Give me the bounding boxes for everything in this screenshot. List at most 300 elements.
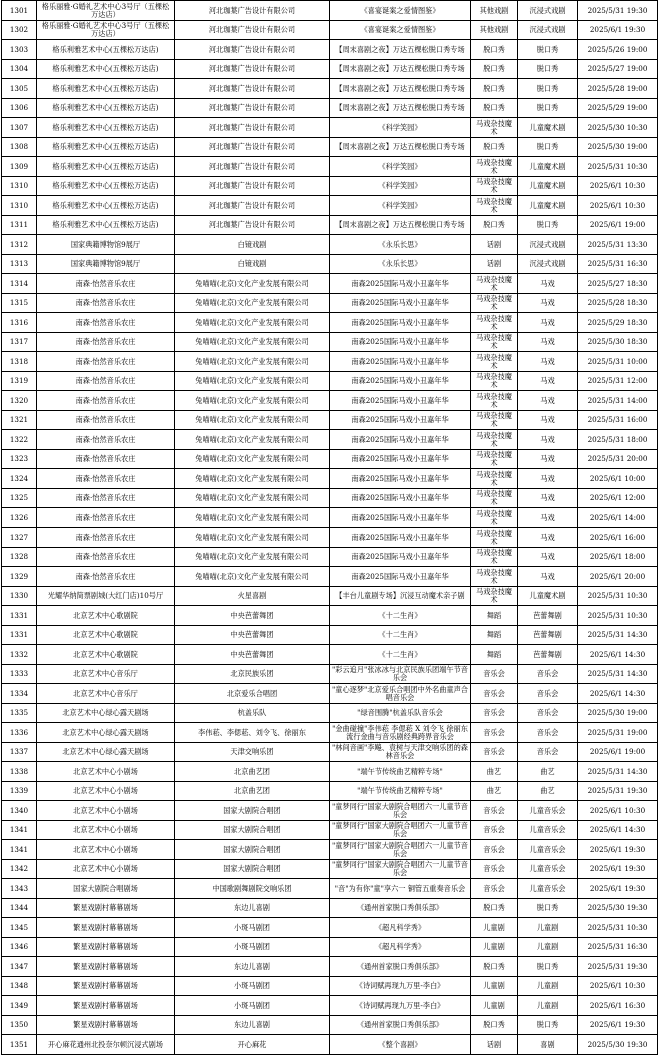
program-title-cell: 南森2025国际马戏小丑嘉年华 (330, 391, 471, 411)
row-number-cell: 1320 (2, 391, 37, 411)
row-number-cell: 1302 (2, 21, 37, 40)
category-cell: 音乐会 (471, 743, 518, 762)
venue-cell: 北京艺术中心绿心露天剧场 (37, 723, 175, 743)
program-title-cell: 南森2025国际马戏小丑嘉年华 (330, 567, 471, 587)
venue-cell: 南森·怡然音乐农庄 (37, 489, 175, 508)
subcategory-cell: 马戏 (518, 489, 578, 508)
table-row (2, 21, 658, 40)
program-title-cell: 《十二生肖》 (330, 645, 471, 665)
venue-cell: 繁星戏剧村幕幕剧场 (37, 977, 175, 996)
organizer-cell: 河北珈葉广告设计有限公司 (175, 177, 330, 196)
program-title-cell: "童心逐梦"北京爱乐合唱团中外名曲童声合唱音乐会 (330, 684, 471, 704)
program-title-cell: 《科学笑园》 (330, 177, 471, 196)
row-number-cell: 1326 (2, 508, 37, 528)
subcategory-cell: 马戏 (518, 391, 578, 411)
table-row (2, 177, 658, 196)
venue-cell: 格乐利雅艺术中心(五棵松万达店) (37, 79, 175, 99)
organizer-cell: 小斑马剧团 (175, 938, 330, 957)
program-title-cell: 南森2025国际马戏小丑嘉年华 (330, 333, 471, 352)
venue-cell: 格乐利雅艺术中心(五棵松万达店) (37, 177, 175, 196)
subcategory-cell: 儿童音乐会 (518, 840, 578, 860)
table-row (2, 606, 658, 626)
organizer-cell: 兔喵喵(北京)文化产业发展有限公司 (175, 313, 330, 333)
row-number-cell: 1338 (2, 762, 37, 782)
category-cell: 马戏杂技魔术 (471, 313, 518, 333)
organizer-cell: 白镜戏剧 (175, 255, 330, 274)
table-row (2, 450, 658, 469)
subcategory-cell: 儿童魔术剧 (518, 587, 578, 606)
category-cell: 脱口秀 (471, 60, 518, 79)
organizer-cell: 国家大剧院合唱团 (175, 840, 330, 860)
row-number-cell: 1324 (2, 469, 37, 489)
venue-cell: 北京艺术中心绿心露天剧场 (37, 743, 175, 762)
organizer-cell: 兔喵喵(北京)文化产业发展有限公司 (175, 430, 330, 450)
organizer-cell: 国家大剧院合唱团 (175, 860, 330, 879)
venue-cell: 北京艺术中心歌剧院 (37, 645, 175, 665)
table-row (2, 196, 658, 216)
row-number-cell: 1328 (2, 548, 37, 567)
datetime-cell: 2025/6/1 14:30 (578, 821, 658, 840)
category-cell: 脱口秀 (471, 957, 518, 977)
subcategory-cell: 马戏 (518, 274, 578, 294)
category-cell: 马戏杂技魔术 (471, 196, 518, 216)
organizer-cell: 北京民族乐团 (175, 665, 330, 684)
datetime-cell: 2025/6/1 16:00 (578, 528, 658, 548)
datetime-cell: 2025/5/29 19:00 (578, 99, 658, 118)
table-row (2, 274, 658, 294)
program-title-cell: 《超凡科学秀》 (330, 918, 471, 938)
category-cell: 脱口秀 (471, 1016, 518, 1035)
subcategory-cell: 马戏 (518, 294, 578, 313)
datetime-cell: 2025/6/1 19:30 (578, 21, 658, 40)
table-row (2, 1, 658, 21)
organizer-cell: 兔喵喵(北京)文化产业发展有限公司 (175, 469, 330, 489)
subcategory-cell: 音乐会 (518, 723, 578, 743)
datetime-cell: 2025/5/31 14:30 (578, 626, 658, 645)
table-row (2, 411, 658, 430)
row-number-cell: 1336 (2, 723, 37, 743)
subcategory-cell: 马戏 (518, 352, 578, 372)
organizer-cell: 河北珈葉广告设计有限公司 (175, 79, 330, 99)
category-cell: 儿童剧 (471, 938, 518, 957)
row-number-cell: 1347 (2, 957, 37, 977)
category-cell: 话剧 (471, 1035, 518, 1055)
venue-cell: 南森·怡然音乐农庄 (37, 372, 175, 391)
table-row (2, 1035, 658, 1055)
organizer-cell: 河北珈葉广告设计有限公司 (175, 1, 330, 21)
organizer-cell: 中国歌剧舞剧院交响乐团 (175, 879, 330, 899)
organizer-cell: 兔喵喵(北京)文化产业发展有限公司 (175, 567, 330, 587)
table-row (2, 840, 658, 860)
venue-cell: 南森·怡然音乐农庄 (37, 391, 175, 411)
row-number-cell: 1335 (2, 704, 37, 723)
category-cell: 儿童剧 (471, 996, 518, 1016)
program-title-cell: 《喜宴诞案之爱情图鉴》 (330, 1, 471, 21)
table-row (2, 372, 658, 391)
program-title-cell: 南森2025国际马戏小丑嘉年华 (330, 508, 471, 528)
table-row (2, 957, 658, 977)
datetime-cell: 2025/6/1 19:00 (578, 743, 658, 762)
organizer-cell: 兔喵喵(北京)文化产业发展有限公司 (175, 391, 330, 411)
program-title-cell: 南森2025国际马戏小丑嘉年华 (330, 548, 471, 567)
datetime-cell: 2025/6/1 19:00 (578, 216, 658, 235)
datetime-cell: 2025/5/26 19:00 (578, 40, 658, 60)
venue-cell: 繁星戏剧村幕幕剧场 (37, 938, 175, 957)
performance-table (1, 0, 658, 1055)
organizer-cell: 开心麻花 (175, 1035, 330, 1055)
datetime-cell: 2025/5/30 19:00 (578, 704, 658, 723)
table-row (2, 567, 658, 587)
datetime-cell: 2025/6/1 14:00 (578, 508, 658, 528)
program-title-cell: "童梦同行"国家大剧院合唱团六一儿童节音乐会 (330, 860, 471, 879)
category-cell: 脱口秀 (471, 899, 518, 918)
table-row (2, 391, 658, 411)
subcategory-cell: 马戏 (518, 411, 578, 430)
row-number-cell: 1331 (2, 606, 37, 626)
row-number-cell: 1314 (2, 274, 37, 294)
datetime-cell: 2025/5/31 14:00 (578, 391, 658, 411)
venue-cell: 格乐利雅艺术中心(五棵松万达店) (37, 60, 175, 79)
venue-cell: 繁星戏剧村幕幕剧场 (37, 957, 175, 977)
datetime-cell: 2025/6/1 14:30 (578, 684, 658, 704)
program-title-cell: 【周末喜剧之夜】万达五棵松脱口秀专场 (330, 138, 471, 157)
datetime-cell: 2025/6/1 10:30 (578, 177, 658, 196)
table-row (2, 587, 658, 606)
category-cell: 脱口秀 (471, 216, 518, 235)
program-title-cell: 《永乐长思》 (330, 255, 471, 274)
datetime-cell: 2025/6/1 19:30 (578, 879, 658, 899)
organizer-cell: 东边儿喜剧 (175, 1016, 330, 1035)
table-row (2, 782, 658, 801)
table-row (2, 1016, 658, 1035)
table-row (2, 313, 658, 333)
program-title-cell: 南森2025国际马戏小丑嘉年华 (330, 352, 471, 372)
category-cell: 舞蹈 (471, 626, 518, 645)
organizer-cell: 北京爱乐合唱团 (175, 684, 330, 704)
table-row (2, 138, 658, 157)
category-cell: 马戏杂技魔术 (471, 411, 518, 430)
datetime-cell: 2025/6/1 19:30 (578, 1016, 658, 1035)
row-number-cell: 1346 (2, 938, 37, 957)
subcategory-cell: 儿童音乐会 (518, 821, 578, 840)
category-cell: 儿童剧 (471, 918, 518, 938)
subcategory-cell: 儿童音乐会 (518, 801, 578, 821)
row-number-cell: 1301 (2, 1, 37, 21)
organizer-cell: 北京曲艺团 (175, 762, 330, 782)
row-number-cell: 1303 (2, 40, 37, 60)
category-cell: 马戏杂技魔术 (471, 274, 518, 294)
program-title-cell: "端午节传统曲艺精粹专场" (330, 762, 471, 782)
organizer-cell: 国家大剧院合唱团 (175, 821, 330, 840)
subcategory-cell: 儿童剧 (518, 977, 578, 996)
row-number-cell: 1304 (2, 60, 37, 79)
venue-cell: 格乐利雅艺术中心(五棵松万达店) (37, 138, 175, 157)
table-row (2, 469, 658, 489)
datetime-cell: 2025/5/31 16:00 (578, 411, 658, 430)
category-cell: 马戏杂技魔术 (471, 352, 518, 372)
row-number-cell: 1349 (2, 996, 37, 1016)
table-row (2, 255, 658, 274)
category-cell: 其他戏剧 (471, 21, 518, 40)
organizer-cell: 河北珈葉广告设计有限公司 (175, 157, 330, 177)
venue-cell: 格乐利雅艺术中心(五棵松万达店) (37, 99, 175, 118)
organizer-cell: 河北珈葉广告设计有限公司 (175, 118, 330, 138)
venue-cell: 繁星戏剧村幕幕剧场 (37, 918, 175, 938)
category-cell: 马戏杂技魔术 (471, 177, 518, 196)
datetime-cell: 2025/5/31 12:00 (578, 372, 658, 391)
organizer-cell: 兔喵喵(北京)文化产业发展有限公司 (175, 333, 330, 352)
venue-cell: 格乐利雅艺术中心(五棵松万达店) (37, 118, 175, 138)
organizer-cell: 河北珈葉广告设计有限公司 (175, 196, 330, 216)
subcategory-cell: 脱口秀 (518, 216, 578, 235)
datetime-cell: 2025/6/1 12:00 (578, 489, 658, 508)
table-row (2, 294, 658, 313)
datetime-cell: 2025/5/27 18:30 (578, 274, 658, 294)
datetime-cell: 2025/5/30 19:30 (578, 1035, 658, 1055)
program-title-cell: 南森2025国际马戏小丑嘉年华 (330, 469, 471, 489)
organizer-cell: 河北珈葉广告设计有限公司 (175, 21, 330, 40)
venue-cell: 繁星戏剧村幕幕剧场 (37, 996, 175, 1016)
table-row (2, 723, 658, 743)
subcategory-cell: 儿童魔术剧 (518, 196, 578, 216)
category-cell: 马戏杂技魔术 (471, 508, 518, 528)
row-number-cell: 1312 (2, 235, 37, 255)
program-title-cell: 《整个喜剧》 (330, 1035, 471, 1055)
program-title-cell: 【周末喜剧之夜】万达五棵松脱口秀专场 (330, 40, 471, 60)
subcategory-cell: 音乐会 (518, 684, 578, 704)
organizer-cell: 东边儿喜剧 (175, 957, 330, 977)
row-number-cell: 1341 (2, 840, 37, 860)
category-cell: 马戏杂技魔术 (471, 450, 518, 469)
subcategory-cell: 脱口秀 (518, 138, 578, 157)
row-number-cell: 1306 (2, 99, 37, 118)
venue-cell: 北京艺术中心小剧场 (37, 801, 175, 821)
subcategory-cell: 马戏 (518, 313, 578, 333)
venue-cell: 繁星戏剧村幕幕剧场 (37, 899, 175, 918)
venue-cell: 格乐利雅艺术中心(五棵松万达店) (37, 40, 175, 60)
program-title-cell: "绿音围腾"杭盖乐队音乐会 (330, 704, 471, 723)
subcategory-cell: 马戏 (518, 333, 578, 352)
category-cell: 曲艺 (471, 782, 518, 801)
subcategory-cell: 脱口秀 (518, 99, 578, 118)
organizer-cell: 兔喵喵(北京)文化产业发展有限公司 (175, 450, 330, 469)
datetime-cell: 2025/5/31 19:30 (578, 782, 658, 801)
organizer-cell: 中央芭蕾舞团 (175, 645, 330, 665)
row-number-cell: 1337 (2, 743, 37, 762)
subcategory-cell: 沉浸式戏剧 (518, 21, 578, 40)
row-number-cell: 1332 (2, 645, 37, 665)
category-cell: 马戏杂技魔术 (471, 587, 518, 606)
category-cell: 音乐会 (471, 801, 518, 821)
table-row (2, 489, 658, 508)
organizer-cell: 兔喵喵(北京)文化产业发展有限公司 (175, 548, 330, 567)
organizer-cell: 白镜戏剧 (175, 235, 330, 255)
row-number-cell: 1310 (2, 196, 37, 216)
table-row (2, 60, 658, 79)
subcategory-cell: 儿童音乐会 (518, 879, 578, 899)
datetime-cell: 2025/5/30 10:30 (578, 118, 658, 138)
subcategory-cell: 脱口秀 (518, 60, 578, 79)
program-title-cell: 《通州首家脱口秀俱乐部》 (330, 1016, 471, 1035)
category-cell: 马戏杂技魔术 (471, 118, 518, 138)
row-number-cell: 1321 (2, 411, 37, 430)
row-number-cell: 1322 (2, 430, 37, 450)
datetime-cell: 2025/5/28 19:00 (578, 79, 658, 99)
datetime-cell: 2025/6/1 19:30 (578, 860, 658, 879)
category-cell: 话剧 (471, 255, 518, 274)
datetime-cell: 2025/5/30 18:30 (578, 333, 658, 352)
organizer-cell: 小斑马剧团 (175, 918, 330, 938)
venue-cell: 南森·怡然音乐农庄 (37, 333, 175, 352)
subcategory-cell: 儿童音乐会 (518, 860, 578, 879)
row-number-cell: 1325 (2, 489, 37, 508)
datetime-cell: 2025/5/31 10:30 (578, 157, 658, 177)
row-number-cell: 1342 (2, 860, 37, 879)
category-cell: 马戏杂技魔术 (471, 157, 518, 177)
table-row (2, 352, 658, 372)
table-row (2, 626, 658, 645)
datetime-cell: 2025/5/31 14:30 (578, 762, 658, 782)
subcategory-cell: 音乐会 (518, 743, 578, 762)
table-row (2, 879, 658, 899)
table-row (2, 548, 658, 567)
program-title-cell: 《诗词赋再现九万里-李白》 (330, 977, 471, 996)
program-title-cell: 南森2025国际马戏小丑嘉年华 (330, 528, 471, 548)
row-number-cell: 1333 (2, 665, 37, 684)
subcategory-cell: 儿童魔术剧 (518, 157, 578, 177)
venue-cell: 南森·怡然音乐农庄 (37, 508, 175, 528)
datetime-cell: 2025/6/1 20:00 (578, 567, 658, 587)
program-title-cell: 《科学笑园》 (330, 157, 471, 177)
datetime-cell: 2025/6/1 14:30 (578, 645, 658, 665)
datetime-cell: 2025/6/1 10:00 (578, 469, 658, 489)
venue-cell: 北京艺术中心音乐厅 (37, 684, 175, 704)
table-row (2, 665, 658, 684)
row-number-cell: 1343 (2, 879, 37, 899)
datetime-cell: 2025/5/31 10:00 (578, 352, 658, 372)
table-row (2, 899, 658, 918)
organizer-cell: 兔喵喵(北京)文化产业发展有限公司 (175, 274, 330, 294)
organizer-cell: 中央芭蕾舞团 (175, 606, 330, 626)
datetime-cell: 2025/5/31 19:30 (578, 1, 658, 21)
venue-cell: 北京艺术中心绿心露天剧场 (37, 704, 175, 723)
category-cell: 其他戏剧 (471, 1, 518, 21)
venue-cell: 北京艺术中心歌剧院 (37, 606, 175, 626)
row-number-cell: 1313 (2, 255, 37, 274)
organizer-cell: 兔喵喵(北京)文化产业发展有限公司 (175, 489, 330, 508)
category-cell: 儿童剧 (471, 977, 518, 996)
table-row (2, 762, 658, 782)
table-row (2, 743, 658, 762)
organizer-cell: 小斑马剧团 (175, 996, 330, 1016)
row-number-cell: 1327 (2, 528, 37, 548)
subcategory-cell: 音乐会 (518, 665, 578, 684)
subcategory-cell: 脱口秀 (518, 957, 578, 977)
subcategory-cell: 马戏 (518, 430, 578, 450)
subcategory-cell: 儿童魔术剧 (518, 177, 578, 196)
subcategory-cell: 马戏 (518, 372, 578, 391)
row-number-cell: 1317 (2, 333, 37, 352)
category-cell: 曲艺 (471, 762, 518, 782)
program-title-cell: 《通州首家脱口秀俱乐部》 (330, 957, 471, 977)
subcategory-cell: 儿童剧 (518, 918, 578, 938)
row-number-cell: 1341 (2, 821, 37, 840)
table-row (2, 508, 658, 528)
venue-cell: 格乐利雅艺术中心(五棵松万达店) (37, 196, 175, 216)
datetime-cell: 2025/5/31 16:30 (578, 938, 658, 957)
category-cell: 音乐会 (471, 840, 518, 860)
category-cell: 马戏杂技魔术 (471, 548, 518, 567)
table-row (2, 938, 658, 957)
datetime-cell: 2025/5/31 13:30 (578, 235, 658, 255)
organizer-cell: 杭盖乐队 (175, 704, 330, 723)
category-cell: 音乐会 (471, 723, 518, 743)
subcategory-cell: 脱口秀 (518, 79, 578, 99)
program-title-cell: 《科学笑园》 (330, 118, 471, 138)
program-title-cell: "彩云追月"张冰冰与北京民族乐团端午节音乐会 (330, 665, 471, 684)
table-row (2, 430, 658, 450)
datetime-cell: 2025/5/31 10:30 (578, 587, 658, 606)
datetime-cell: 2025/5/31 10:30 (578, 606, 658, 626)
venue-cell: 北京艺术中心音乐厅 (37, 665, 175, 684)
program-title-cell: 南森2025国际马戏小丑嘉年华 (330, 450, 471, 469)
organizer-cell: 天津交响乐团 (175, 743, 330, 762)
table-row (2, 79, 658, 99)
category-cell: 脱口秀 (471, 40, 518, 60)
table-row (2, 528, 658, 548)
program-title-cell: "童梦同行"国家大剧院合唱团六一儿童节音乐会 (330, 821, 471, 840)
venue-cell: 南森·怡然音乐农庄 (37, 469, 175, 489)
datetime-cell: 2025/5/31 18:00 (578, 430, 658, 450)
program-title-cell: 《通州首家脱口秀俱乐部》 (330, 899, 471, 918)
program-title-cell: 南森2025国际马戏小丑嘉年华 (330, 489, 471, 508)
program-title-cell: 【周末喜剧之夜】万达五棵松脱口秀专场 (330, 216, 471, 235)
venue-cell: 格乐丽雅·G婚礼艺术中心3号厅（五棵松万达店） (37, 1, 175, 21)
program-title-cell: 南森2025国际马戏小丑嘉年华 (330, 411, 471, 430)
datetime-cell: 2025/5/31 19:30 (578, 957, 658, 977)
subcategory-cell: 儿童剧 (518, 938, 578, 957)
venue-cell: 北京艺术中心歌剧院 (37, 626, 175, 645)
venue-cell: 北京艺术中心小剧场 (37, 840, 175, 860)
subcategory-cell: 脱口秀 (518, 40, 578, 60)
organizer-cell: 兔喵喵(北京)文化产业发展有限公司 (175, 411, 330, 430)
category-cell: 马戏杂技魔术 (471, 294, 518, 313)
program-title-cell: "林间音画"李飚、袁树与天津交响乐团的森林音乐会 (330, 743, 471, 762)
organizer-cell: 东边儿喜剧 (175, 899, 330, 918)
venue-cell: 格乐利雅艺术中心(五棵松万达店) (37, 157, 175, 177)
datetime-cell: 2025/5/31 19:00 (578, 723, 658, 743)
venue-cell: 开心麻花通州北投奈尔顿沉浸式剧场 (37, 1035, 175, 1055)
venue-cell: 南森·怡然音乐农庄 (37, 411, 175, 430)
row-number-cell: 1334 (2, 684, 37, 704)
row-number-cell: 1330 (2, 587, 37, 606)
venue-cell: 南森·怡然音乐农庄 (37, 313, 175, 333)
organizer-cell: 火星喜剧 (175, 587, 330, 606)
venue-cell: 光耀华纳简票剧城(大红门店)10号厅 (37, 587, 175, 606)
table-row (2, 235, 658, 255)
venue-cell: 南森·怡然音乐农庄 (37, 450, 175, 469)
row-number-cell: 1310 (2, 177, 37, 196)
table-row (2, 821, 658, 840)
category-cell: 马戏杂技魔术 (471, 391, 518, 411)
subcategory-cell: 芭蕾舞剧 (518, 645, 578, 665)
organizer-cell: 北京曲艺团 (175, 782, 330, 801)
subcategory-cell: 马戏 (518, 450, 578, 469)
row-number-cell: 1309 (2, 157, 37, 177)
venue-cell: 国家典籍博物馆9展厅 (37, 235, 175, 255)
category-cell: 马戏杂技魔术 (471, 372, 518, 391)
subcategory-cell: 脱口秀 (518, 899, 578, 918)
